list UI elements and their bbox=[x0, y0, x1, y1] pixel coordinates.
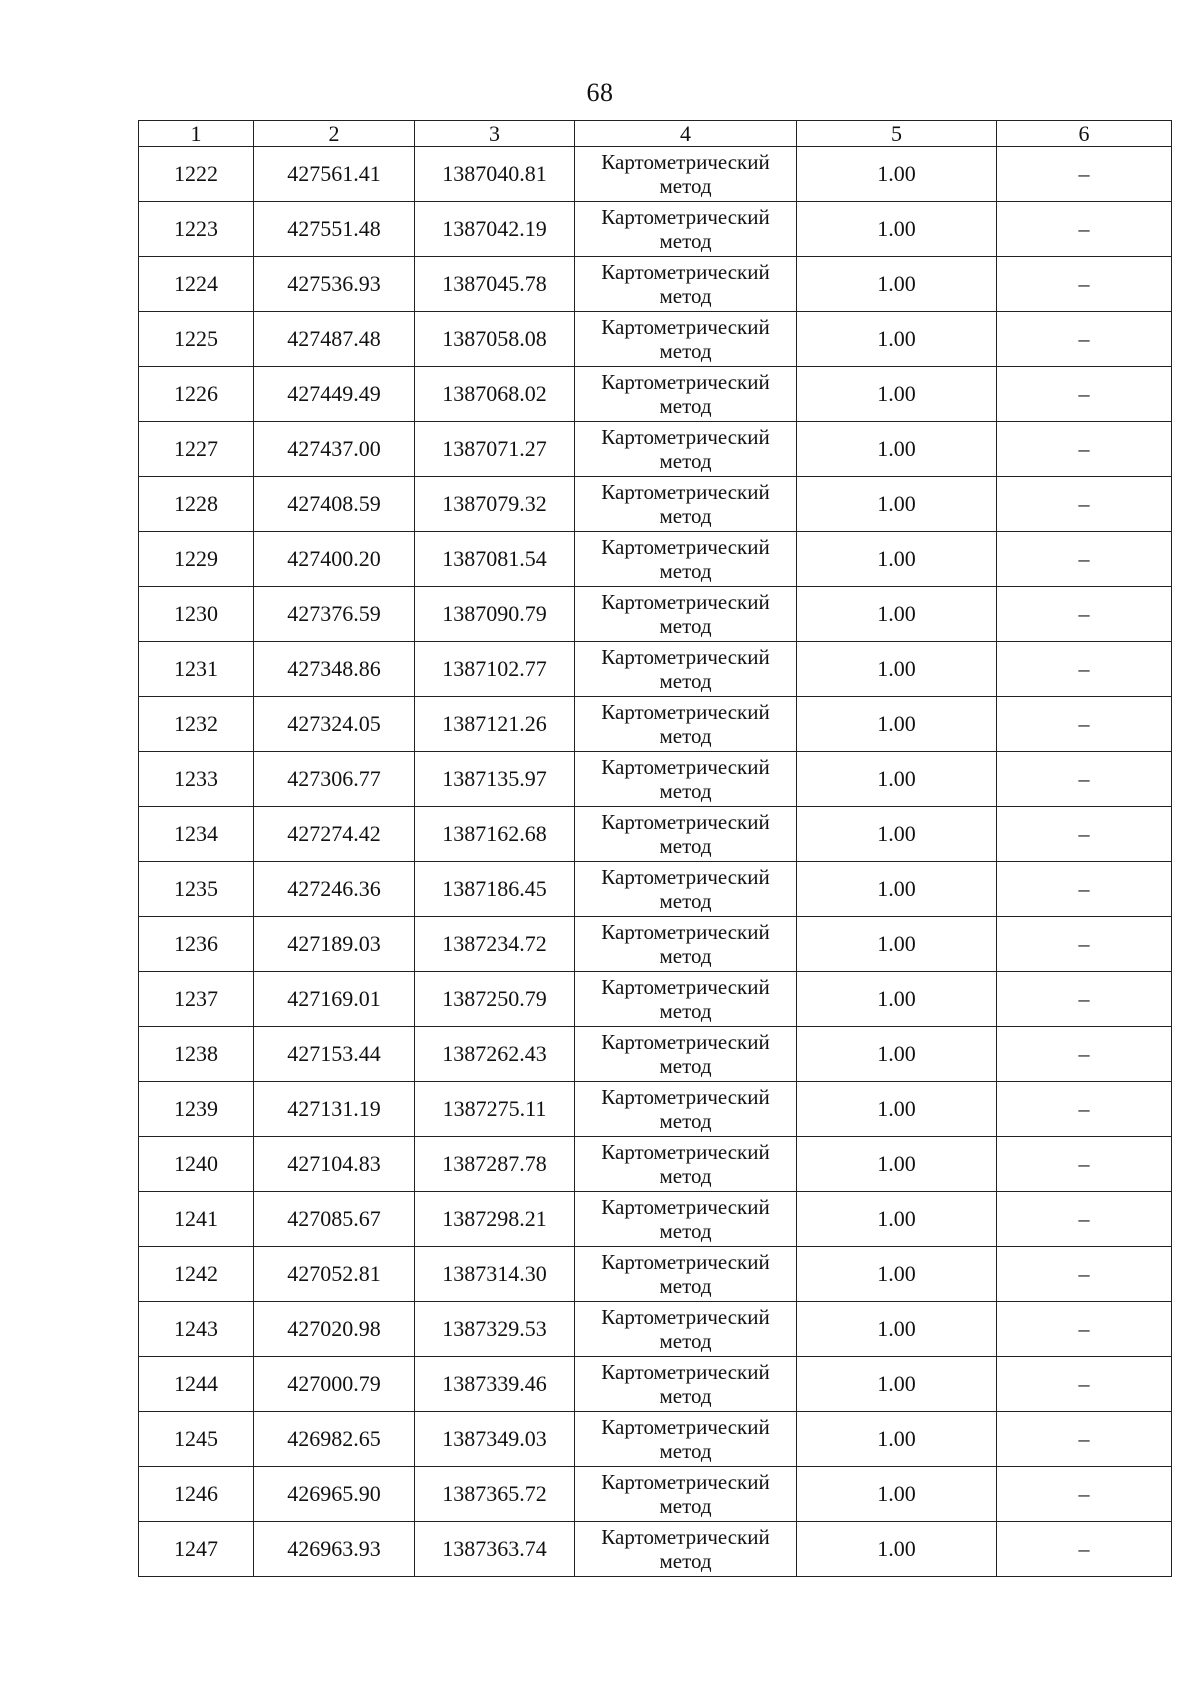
table-row bbox=[139, 532, 1172, 587]
x-coordinate-cell: 427104.83 bbox=[254, 1137, 415, 1192]
y-coordinate-cell: 1387262.43 bbox=[415, 1027, 575, 1082]
table-row bbox=[139, 1027, 1172, 1082]
y-coordinate-cell: 1387121.26 bbox=[415, 697, 575, 752]
point-number-cell: 1236 bbox=[139, 917, 254, 972]
y-coordinate-cell: 1387081.54 bbox=[415, 532, 575, 587]
method-cell: Картометрический метод bbox=[575, 532, 797, 587]
table-row bbox=[139, 422, 1172, 477]
y-coordinate-cell: 1387135.97 bbox=[415, 752, 575, 807]
x-coordinate-cell: 426965.90 bbox=[254, 1467, 415, 1522]
method-cell: Картометрический метод bbox=[575, 1027, 797, 1082]
column-header-6: 6 bbox=[997, 121, 1172, 147]
point-number-cell: 1241 bbox=[139, 1192, 254, 1247]
y-coordinate-cell: 1387339.46 bbox=[415, 1357, 575, 1412]
table-row bbox=[139, 1192, 1172, 1247]
x-coordinate-cell: 427131.19 bbox=[254, 1082, 415, 1137]
table-row bbox=[139, 752, 1172, 807]
x-coordinate-cell: 427376.59 bbox=[254, 587, 415, 642]
accuracy-cell: 1.00 bbox=[797, 147, 997, 202]
table-row bbox=[139, 862, 1172, 917]
note-cell: – bbox=[997, 642, 1172, 697]
method-cell: Картометрический метод bbox=[575, 1302, 797, 1357]
table-row bbox=[139, 312, 1172, 367]
y-coordinate-cell: 1387365.72 bbox=[415, 1467, 575, 1522]
point-number-cell: 1240 bbox=[139, 1137, 254, 1192]
point-number-cell: 1222 bbox=[139, 147, 254, 202]
y-coordinate-cell: 1387298.21 bbox=[415, 1192, 575, 1247]
x-coordinate-cell: 427449.49 bbox=[254, 367, 415, 422]
method-cell: Картометрический метод bbox=[575, 1247, 797, 1302]
note-cell: – bbox=[997, 917, 1172, 972]
point-number-cell: 1223 bbox=[139, 202, 254, 257]
note-cell: – bbox=[997, 1412, 1172, 1467]
point-number-cell: 1235 bbox=[139, 862, 254, 917]
x-coordinate-cell: 427052.81 bbox=[254, 1247, 415, 1302]
x-coordinate-cell: 427561.41 bbox=[254, 147, 415, 202]
note-cell: – bbox=[997, 972, 1172, 1027]
y-coordinate-cell: 1387162.68 bbox=[415, 807, 575, 862]
point-number-cell: 1225 bbox=[139, 312, 254, 367]
table-row bbox=[139, 642, 1172, 697]
note-cell: – bbox=[997, 312, 1172, 367]
y-coordinate-cell: 1387186.45 bbox=[415, 862, 575, 917]
y-coordinate-cell: 1387363.74 bbox=[415, 1522, 575, 1577]
note-cell: – bbox=[997, 752, 1172, 807]
y-coordinate-cell: 1387275.11 bbox=[415, 1082, 575, 1137]
point-number-cell: 1247 bbox=[139, 1522, 254, 1577]
note-cell: – bbox=[997, 697, 1172, 752]
accuracy-cell: 1.00 bbox=[797, 642, 997, 697]
point-number-cell: 1243 bbox=[139, 1302, 254, 1357]
x-coordinate-cell: 427306.77 bbox=[254, 752, 415, 807]
point-number-cell: 1227 bbox=[139, 422, 254, 477]
table-header bbox=[139, 121, 1172, 147]
y-coordinate-cell: 1387068.02 bbox=[415, 367, 575, 422]
accuracy-cell: 1.00 bbox=[797, 312, 997, 367]
x-coordinate-cell: 427085.67 bbox=[254, 1192, 415, 1247]
y-coordinate-cell: 1387058.08 bbox=[415, 312, 575, 367]
method-cell: Картометрический метод bbox=[575, 257, 797, 312]
table-row bbox=[139, 477, 1172, 532]
accuracy-cell: 1.00 bbox=[797, 1302, 997, 1357]
table-body bbox=[139, 147, 1172, 1577]
method-cell: Картометрический метод bbox=[575, 1467, 797, 1522]
method-cell: Картометрический метод bbox=[575, 807, 797, 862]
y-coordinate-cell: 1387090.79 bbox=[415, 587, 575, 642]
accuracy-cell: 1.00 bbox=[797, 477, 997, 532]
method-cell: Картометрический метод bbox=[575, 1082, 797, 1137]
point-number-cell: 1244 bbox=[139, 1357, 254, 1412]
y-coordinate-cell: 1387250.79 bbox=[415, 972, 575, 1027]
column-header-3: 3 bbox=[415, 121, 575, 147]
x-coordinate-cell: 427169.01 bbox=[254, 972, 415, 1027]
method-cell: Картометрический метод bbox=[575, 202, 797, 257]
x-coordinate-cell: 427437.00 bbox=[254, 422, 415, 477]
accuracy-cell: 1.00 bbox=[797, 752, 997, 807]
y-coordinate-cell: 1387102.77 bbox=[415, 642, 575, 697]
y-coordinate-cell: 1387349.03 bbox=[415, 1412, 575, 1467]
y-coordinate-cell: 1387287.78 bbox=[415, 1137, 575, 1192]
method-cell: Картометрический метод bbox=[575, 587, 797, 642]
method-cell: Картометрический метод bbox=[575, 972, 797, 1027]
accuracy-cell: 1.00 bbox=[797, 1412, 997, 1467]
coordinates-table bbox=[138, 120, 1172, 1577]
method-cell: Картометрический метод bbox=[575, 917, 797, 972]
method-cell: Картометрический метод bbox=[575, 1357, 797, 1412]
note-cell: – bbox=[997, 1357, 1172, 1412]
method-cell: Картометрический метод bbox=[575, 367, 797, 422]
x-coordinate-cell: 427551.48 bbox=[254, 202, 415, 257]
y-coordinate-cell: 1387042.19 bbox=[415, 202, 575, 257]
accuracy-cell: 1.00 bbox=[797, 862, 997, 917]
accuracy-cell: 1.00 bbox=[797, 1522, 997, 1577]
point-number-cell: 1239 bbox=[139, 1082, 254, 1137]
accuracy-cell: 1.00 bbox=[797, 807, 997, 862]
table-row bbox=[139, 257, 1172, 312]
note-cell: – bbox=[997, 257, 1172, 312]
table-row bbox=[139, 147, 1172, 202]
point-number-cell: 1233 bbox=[139, 752, 254, 807]
note-cell: – bbox=[997, 532, 1172, 587]
accuracy-cell: 1.00 bbox=[797, 1467, 997, 1522]
x-coordinate-cell: 426963.93 bbox=[254, 1522, 415, 1577]
table-row bbox=[139, 697, 1172, 752]
accuracy-cell: 1.00 bbox=[797, 587, 997, 642]
method-cell: Картометрический метод bbox=[575, 147, 797, 202]
x-coordinate-cell: 426982.65 bbox=[254, 1412, 415, 1467]
method-cell: Картометрический метод bbox=[575, 862, 797, 917]
note-cell: – bbox=[997, 1302, 1172, 1357]
accuracy-cell: 1.00 bbox=[797, 422, 997, 477]
note-cell: – bbox=[997, 1137, 1172, 1192]
note-cell: – bbox=[997, 1082, 1172, 1137]
point-number-cell: 1231 bbox=[139, 642, 254, 697]
x-coordinate-cell: 427408.59 bbox=[254, 477, 415, 532]
method-cell: Картометрический метод bbox=[575, 1412, 797, 1467]
accuracy-cell: 1.00 bbox=[797, 257, 997, 312]
x-coordinate-cell: 427020.98 bbox=[254, 1302, 415, 1357]
accuracy-cell: 1.00 bbox=[797, 367, 997, 422]
table-row bbox=[139, 587, 1172, 642]
table-row bbox=[139, 1522, 1172, 1577]
point-number-cell: 1228 bbox=[139, 477, 254, 532]
method-cell: Картометрический метод bbox=[575, 422, 797, 477]
x-coordinate-cell: 427153.44 bbox=[254, 1027, 415, 1082]
column-header-5: 5 bbox=[797, 121, 997, 147]
note-cell: – bbox=[997, 807, 1172, 862]
x-coordinate-cell: 427400.20 bbox=[254, 532, 415, 587]
table-row bbox=[139, 1467, 1172, 1522]
note-cell: – bbox=[997, 862, 1172, 917]
accuracy-cell: 1.00 bbox=[797, 202, 997, 257]
note-cell: – bbox=[997, 1027, 1172, 1082]
note-cell: – bbox=[997, 367, 1172, 422]
table-row bbox=[139, 1357, 1172, 1412]
point-number-cell: 1224 bbox=[139, 257, 254, 312]
x-coordinate-cell: 427324.05 bbox=[254, 697, 415, 752]
accuracy-cell: 1.00 bbox=[797, 917, 997, 972]
table-row bbox=[139, 1137, 1172, 1192]
y-coordinate-cell: 1387329.53 bbox=[415, 1302, 575, 1357]
point-number-cell: 1230 bbox=[139, 587, 254, 642]
note-cell: – bbox=[997, 1247, 1172, 1302]
y-coordinate-cell: 1387079.32 bbox=[415, 477, 575, 532]
method-cell: Картометрический метод bbox=[575, 1192, 797, 1247]
note-cell: – bbox=[997, 202, 1172, 257]
page-number: 68 bbox=[586, 78, 614, 107]
point-number-cell: 1245 bbox=[139, 1412, 254, 1467]
method-cell: Картометрический метод bbox=[575, 1522, 797, 1577]
y-coordinate-cell: 1387045.78 bbox=[415, 257, 575, 312]
accuracy-cell: 1.00 bbox=[797, 1082, 997, 1137]
x-coordinate-cell: 427274.42 bbox=[254, 807, 415, 862]
point-number-cell: 1226 bbox=[139, 367, 254, 422]
y-coordinate-cell: 1387040.81 bbox=[415, 147, 575, 202]
method-cell: Картометрический метод bbox=[575, 642, 797, 697]
x-coordinate-cell: 427487.48 bbox=[254, 312, 415, 367]
note-cell: – bbox=[997, 587, 1172, 642]
note-cell: – bbox=[997, 477, 1172, 532]
method-cell: Картометрический метод bbox=[575, 477, 797, 532]
y-coordinate-cell: 1387314.30 bbox=[415, 1247, 575, 1302]
method-cell: Картометрический метод bbox=[575, 697, 797, 752]
table-row bbox=[139, 202, 1172, 257]
accuracy-cell: 1.00 bbox=[797, 532, 997, 587]
accuracy-cell: 1.00 bbox=[797, 1247, 997, 1302]
point-number-cell: 1237 bbox=[139, 972, 254, 1027]
method-cell: Картометрический метод bbox=[575, 1137, 797, 1192]
table-row bbox=[139, 972, 1172, 1027]
x-coordinate-cell: 427189.03 bbox=[254, 917, 415, 972]
column-header-4: 4 bbox=[575, 121, 797, 147]
method-cell: Картометрический метод bbox=[575, 752, 797, 807]
point-number-cell: 1242 bbox=[139, 1247, 254, 1302]
y-coordinate-cell: 1387234.72 bbox=[415, 917, 575, 972]
table-row bbox=[139, 807, 1172, 862]
y-coordinate-cell: 1387071.27 bbox=[415, 422, 575, 477]
table-row bbox=[139, 917, 1172, 972]
table-row bbox=[139, 1247, 1172, 1302]
table-row bbox=[139, 367, 1172, 422]
accuracy-cell: 1.00 bbox=[797, 1027, 997, 1082]
table-row bbox=[139, 1302, 1172, 1357]
table-row bbox=[139, 1082, 1172, 1137]
column-header-1: 1 bbox=[139, 121, 254, 147]
accuracy-cell: 1.00 bbox=[797, 1357, 997, 1412]
accuracy-cell: 1.00 bbox=[797, 1192, 997, 1247]
x-coordinate-cell: 427246.36 bbox=[254, 862, 415, 917]
accuracy-cell: 1.00 bbox=[797, 972, 997, 1027]
x-coordinate-cell: 427536.93 bbox=[254, 257, 415, 312]
point-number-cell: 1229 bbox=[139, 532, 254, 587]
table-row bbox=[139, 1412, 1172, 1467]
point-number-cell: 1234 bbox=[139, 807, 254, 862]
note-cell: – bbox=[997, 1192, 1172, 1247]
x-coordinate-cell: 427348.86 bbox=[254, 642, 415, 697]
note-cell: – bbox=[997, 1467, 1172, 1522]
x-coordinate-cell: 427000.79 bbox=[254, 1357, 415, 1412]
point-number-cell: 1246 bbox=[139, 1467, 254, 1522]
method-cell: Картометрический метод bbox=[575, 312, 797, 367]
note-cell: – bbox=[997, 422, 1172, 477]
column-header-2: 2 bbox=[254, 121, 415, 147]
note-cell: – bbox=[997, 147, 1172, 202]
accuracy-cell: 1.00 bbox=[797, 1137, 997, 1192]
accuracy-cell: 1.00 bbox=[797, 697, 997, 752]
note-cell: – bbox=[997, 1522, 1172, 1577]
point-number-cell: 1232 bbox=[139, 697, 254, 752]
header-row bbox=[139, 121, 1172, 147]
point-number-cell: 1238 bbox=[139, 1027, 254, 1082]
